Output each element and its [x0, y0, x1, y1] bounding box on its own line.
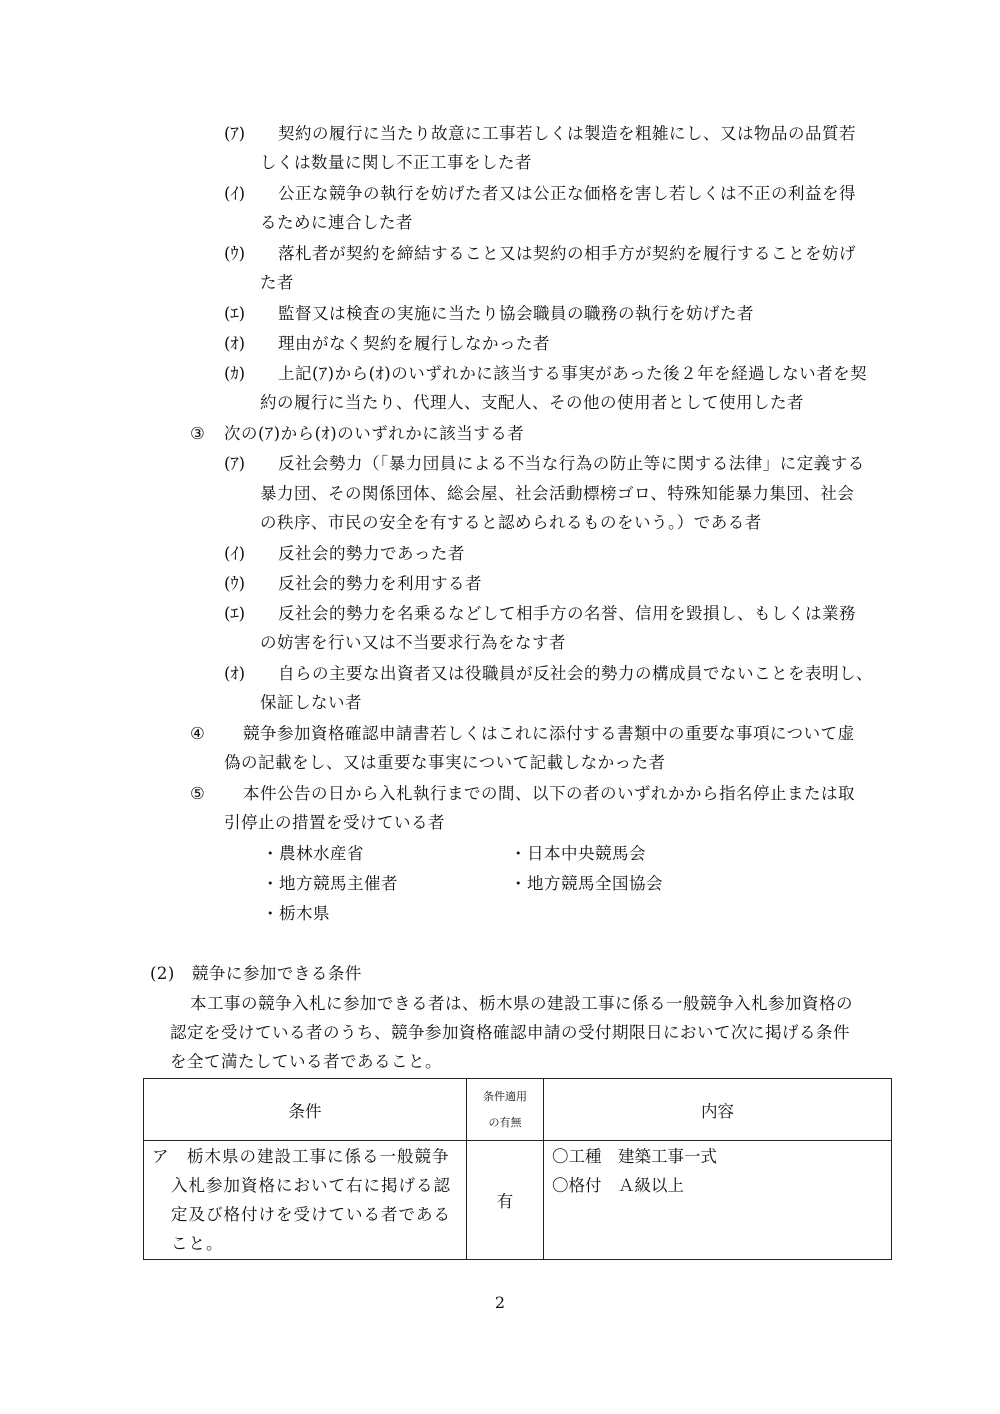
item-line: 理由がなく契約を履行しなかった者	[278, 334, 550, 353]
item-line: るために連合した者	[260, 213, 413, 232]
item-line: 暴力団、その関係団体、総会屋、社会活動標榜ゴロ、特殊知能暴力集団、社会	[260, 484, 855, 503]
item-line: 契約の履行に当たり故意に工事若しくは製造を粗雑にし、又は物品の品質若	[278, 124, 856, 143]
item-line: の妨害を行い又は不当要求行為をなす者	[260, 633, 566, 652]
header-content: 内容	[544, 1079, 892, 1141]
item-line: 上記(ｱ)から(ｵ)のいずれかに該当する事実があった後２年を経過しない者を契	[278, 364, 868, 383]
item-marker: (ｲ)	[224, 184, 246, 203]
item-marker: (ｴ)	[224, 604, 246, 623]
table-header-row	[144, 1079, 892, 1141]
header-applicable-line: 条件適用	[483, 1089, 527, 1103]
org-list-item: ・栃木県	[262, 904, 330, 923]
org-list-item: ・日本中央競馬会	[510, 844, 646, 863]
section-2-heading: (2) 競争に参加できる条件	[150, 964, 362, 983]
condition-line: ア 栃木県の建設工事に係る一般競争	[152, 1147, 450, 1166]
item-marker: (ｳ)	[224, 244, 246, 263]
section-2-paragraph: 本工事の競争入札に参加できる者は、栃木県の建設工事に係る一般競争入札参加資格の	[190, 994, 853, 1013]
item-line: 反社会的勢力を名乗るなどして相手方の名誉、信用を毀損し、もしくは業務	[278, 604, 856, 623]
item-marker: (ｴ)	[224, 304, 246, 323]
applicable-cell: 有	[467, 1141, 544, 1260]
item-line: 自らの主要な出資者又は役職員が反社会的勢力の構成員でないことを表明し、	[278, 664, 873, 683]
item-line: 反社会的勢力であった者	[278, 544, 465, 563]
org-list-item: ・農林水産省	[262, 844, 364, 863]
item-line: しくは数量に関し不正工事をした者	[260, 153, 532, 172]
header-applicable	[467, 1079, 544, 1141]
header-applicable-line: の有無	[488, 1115, 522, 1129]
item-5-marker: ⑤	[190, 784, 205, 803]
org-list-item: ・地方競馬全国協会	[510, 874, 663, 893]
item-line: た者	[260, 273, 294, 292]
page-number: 2	[494, 1293, 506, 1312]
item-4-marker: ④	[190, 724, 205, 743]
conditions-table	[143, 1078, 892, 1260]
item-4-line: 競争参加資格確認申請書若しくはこれに添付する書類中の重要な事項について虚	[243, 724, 855, 743]
condition-cell	[144, 1141, 467, 1260]
condition-line: こと。	[171, 1234, 224, 1253]
content-cell	[544, 1141, 892, 1260]
item-marker: (ｱ)	[224, 454, 246, 473]
item-marker: (ｲ)	[224, 544, 246, 563]
content-line: 〇格付 Ａ級以上	[552, 1176, 684, 1195]
item-line: 約の履行に当たり、代理人、支配人、その他の使用者として使用した者	[260, 393, 804, 412]
condition-line: 定及び格付けを受けている者である	[171, 1205, 451, 1224]
section-2-paragraph: を全て満たしている者であること。	[170, 1052, 442, 1071]
item-line: 公正な競争の執行を妨げた者又は公正な価格を害し若しくは不正の利益を得	[278, 184, 856, 203]
content-line: 〇工種 建築工事一式	[552, 1147, 717, 1166]
item-marker: (ｶ)	[224, 364, 246, 383]
item-5-line: 引停止の措置を受けている者	[224, 813, 445, 832]
item-line: 監督又は検査の実施に当たり協会職員の職務の執行を妨げた者	[278, 304, 754, 323]
item-3-marker: ③	[190, 424, 205, 443]
table-row	[144, 1141, 892, 1260]
item-line: 反社会勢力（「暴力団員による不当な行為の防止等に関する法律」に定義する	[278, 454, 865, 473]
item-line: の秩序、市民の安全を有すると認められるものをいう。）である者	[260, 513, 762, 532]
section-2-paragraph: 認定を受けている者のうち、競争参加資格確認申請の受付期限日において次に掲げる条件	[170, 1023, 850, 1042]
item-marker: (ｳ)	[224, 574, 246, 593]
org-list-item: ・地方競馬主催者	[262, 874, 398, 893]
item-marker: (ｵ)	[224, 334, 246, 353]
item-3-text: 次の(ｱ)から(ｵ)のいずれかに該当する者	[224, 424, 525, 443]
item-line: 落札者が契約を締結すること又は契約の相手方が契約を履行することを妨げ	[278, 244, 856, 263]
item-line: 反社会的勢力を利用する者	[278, 574, 482, 593]
item-marker: (ｱ)	[224, 124, 246, 143]
item-4-line: 偽の記載をし、又は重要な事実について記載しなかった者	[224, 753, 666, 772]
item-5-line: 本件公告の日から入札執行までの間、以下の者のいずれかから指名停止または取	[243, 784, 855, 803]
item-marker: (ｵ)	[224, 664, 246, 683]
item-line: 保証しない者	[260, 693, 362, 712]
header-condition: 条件	[144, 1079, 467, 1141]
condition-line: 入札参加資格において右に掲げる認	[171, 1176, 451, 1195]
